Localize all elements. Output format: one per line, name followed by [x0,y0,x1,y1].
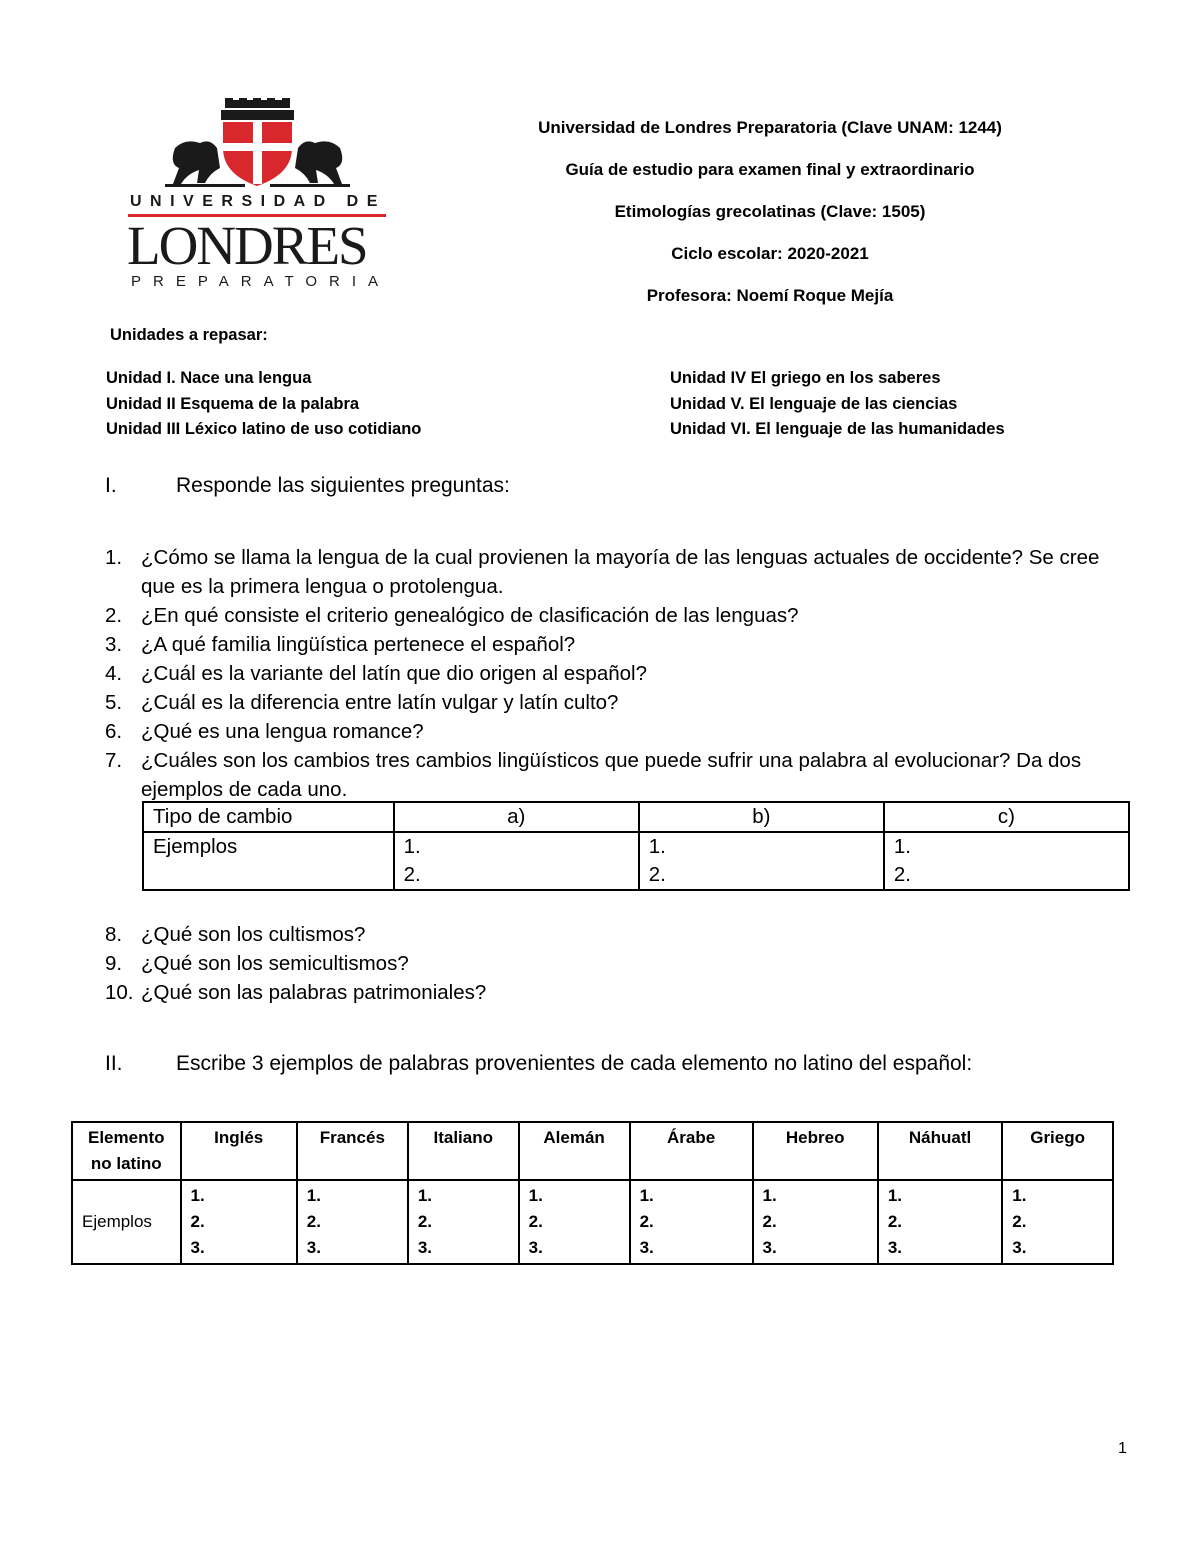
table-header-cell: c) [884,802,1129,832]
table-cell: Ejemplos [143,832,394,890]
unit-item: Unidad IV El griego en los saberes [670,369,941,387]
table-header-cell: Náhuatl [878,1122,1002,1180]
table-cell[interactable]: 1. 2. 3. [408,1180,519,1264]
table-cell[interactable]: 1. 2. [639,832,884,890]
list-item: 1. ¿Cómo se llama la lengua de la cual provienen la mayoría de las lenguas actuales de occidente? Se cree que es la primera lengua o protolengua. [105,546,1100,598]
teacher-name: Profesora: Noemí Roque Mejía [646,286,894,305]
logo-line3: PREPARATORIA [131,273,391,290]
table-row [143,832,1129,890]
change-types-table [142,801,1130,891]
question-list-2 [105,920,1135,1007]
section1-number: I. [105,474,117,497]
page-number: 1 [1118,1440,1127,1457]
table-header-cell: Elemento no latino [72,1122,181,1180]
table-header-cell: Francés [297,1122,408,1180]
table-header-cell: b) [639,802,884,832]
list-item: 6. ¿Qué es una lengua romance? [105,720,424,743]
units-left-list [106,366,421,443]
section2-number: II. [105,1052,123,1075]
table-header-cell: Italiano [408,1122,519,1180]
unit-item: Unidad V. El lenguaje de las ciencias [670,394,958,413]
table-header-cell: Tipo de cambio [143,802,394,832]
table-cell[interactable]: 1. 2. 3. [297,1180,408,1264]
section2-title: Escribe 3 ejemplos de palabras provenientes de cada elemento no latino del español: [176,1052,973,1075]
question-list [105,543,1135,804]
table-cell[interactable]: 1. 2. 3. [753,1180,878,1264]
table-header-cell: Hebreo [753,1122,878,1180]
table-cell[interactable]: 1. 2. 3. [1002,1180,1113,1264]
table-header-cell: Inglés [181,1122,297,1180]
university-logo [125,98,390,293]
table-row [72,1122,1113,1180]
table-cell[interactable]: 1. 2. [884,832,1129,890]
units-right-list [670,366,1005,443]
list-item: 10. ¿Qué son las palabras patrimoniales? [105,981,487,1004]
table-row [143,802,1129,832]
table-header-cell: a) [394,802,639,832]
list-item: 5. ¿Cuál es la diferencia entre latín vulgar y latín culto? [105,691,619,714]
logo-line1: UNIVERSIDAD DE [130,193,386,210]
table-header-cell: Árabe [630,1122,753,1180]
table-cell[interactable]: 1. 2. 3. [181,1180,297,1264]
list-item: 2. ¿En qué consiste el criterio genealógico de clasificación de las lenguas? [105,604,799,627]
section1-title: Responde las siguientes preguntas: [176,474,510,497]
list-item: 9. ¿Qué son los semicultismos? [105,952,409,975]
table-row [72,1180,1113,1264]
list-item: 8. ¿Qué son los cultismos? [105,923,366,946]
table-header-cell: Griego [1002,1122,1113,1180]
table-header-cell: Alemán [519,1122,630,1180]
list-item: 4. ¿Cuál es la variante del latín que dio origen al español? [105,662,647,685]
unit-item: Unidad II Esquema de la palabra [106,394,360,413]
guide-title: Guía de estudio para examen final y extraordinario [565,160,975,179]
table-cell[interactable]: 1. 2. 3. [630,1180,753,1264]
table-cell[interactable]: 1. 2. [394,832,639,890]
school-cycle: Ciclo escolar: 2020-2021 [671,244,869,263]
unit-item: Unidad VI. El lenguaje de las humanidades [670,420,1005,438]
institution-title: Universidad de Londres Preparatoria (Clave UNAM: 1244) [538,118,1002,137]
logo-line2: LONDRES [127,215,367,276]
unit-item: Unidad III Léxico latino de uso cotidiano [106,420,422,438]
table-cell[interactable]: 1. 2. 3. [519,1180,630,1264]
subject-title: Etimologías grecolatinas (Clave: 1505) [614,202,926,221]
list-item: 7. ¿Cuáles son los cambios tres cambios lingüísticos que puede sufrir una palabra al evolucionar? Da dos ejemplos de cada uno. [105,749,1082,801]
units-title: Unidades a repasar: [110,326,268,344]
list-item: 3. ¿A qué familia lingüística pertenece el español? [105,633,576,656]
table-cell: Ejemplos [72,1180,181,1264]
non-latin-elements-table [71,1121,1114,1265]
crest-icon [125,98,390,198]
unit-item: Unidad I. Nace una lengua [106,369,312,387]
table-cell[interactable]: 1. 2. 3. [878,1180,1002,1264]
